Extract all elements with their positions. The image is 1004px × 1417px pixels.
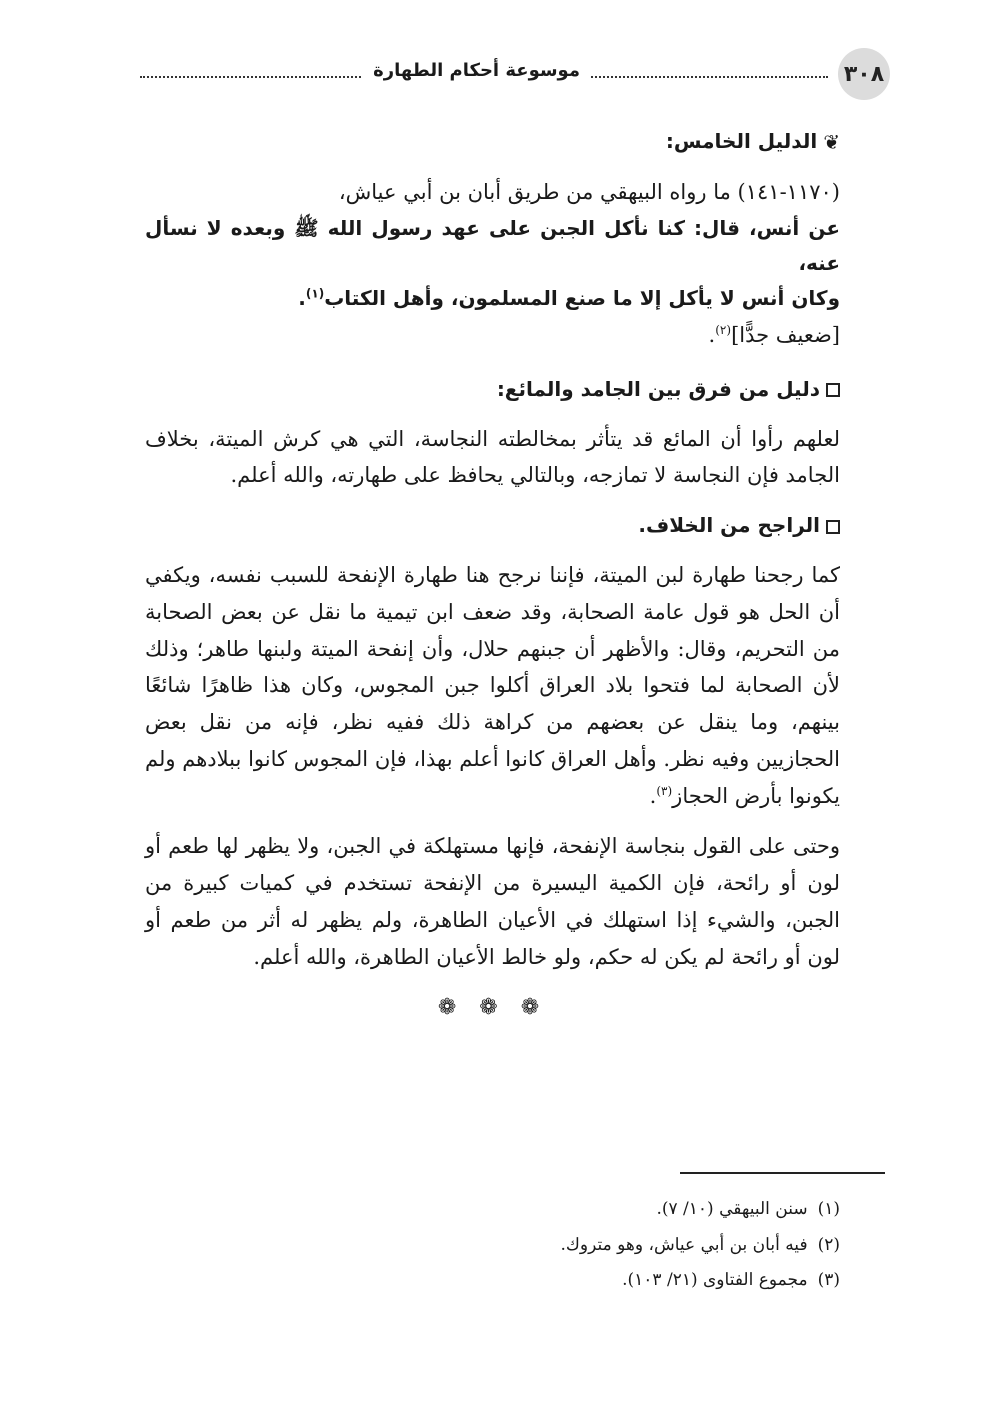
leaf-icon: ❦ <box>823 130 840 154</box>
footnote-item: (٣)مجموع الفتاوى (٢١/ ١٠٣). <box>622 1270 840 1291</box>
main-content <box>145 120 840 1028</box>
paragraph-solid-liquid: لعلهم رأوا أن المائع قد يتأثر بمخالطته النجاسة، التي هي كرش الميتة، بخلاف الجامد فإن النجاسة لا تمازجه، وبالتالي يحافظ على طهارته، والله أعلم. <box>145 426 840 488</box>
footnote-ref-2: (٢) <box>715 322 732 337</box>
book-title: موسوعة أحكام الطهارة <box>363 60 590 81</box>
footnote-divider <box>680 1172 885 1174</box>
footnote-item: (٢)فيه أبان بن أبي عياش، وهو متروك. <box>560 1234 840 1255</box>
hadith-text-line-1: عن أنس، قال: كنا نأكل الجبن على عهد رسول الله ﷺ وبعده لا نسأل عنه، <box>145 215 840 275</box>
hadith-text-line-2: وكان أنس لا يأكل إلا ما صنع المسلمون، وأهل الكتاب$^{(١)}$. <box>298 285 840 310</box>
paragraph-preferred-view-2: وحتى على القول بنجاسة الإنفحة، فإنها مستهلكة في الجبن، ولا يظهر لها طعم أو لون أو رائحة، فإن الكمية اليسيرة من الإنفحة تستخدم في كميات كبيرة من الجبن، والشيء إذا استهلك في الأعيان الطاهرة، ولم يظهر له أثر من طعم أو لون أو رائحة لم يكن له حكم، ولو خالط الأعيان الطاهرة، والله أعلم. <box>145 834 840 969</box>
footnotes <box>145 1192 840 1299</box>
section-heading-solid-liquid: دليل من فرق بين الجامد والمائع: <box>145 372 840 407</box>
page-number-badge: ٣٠٨ <box>838 48 890 100</box>
section-heading-fifth-evidence: ❦الدليل الخامس: <box>145 124 840 160</box>
footnote-ref-1: (١) <box>305 286 325 301</box>
square-bullet-icon <box>826 520 840 534</box>
page-header <box>140 48 890 100</box>
paragraph-preferred-view-1: كما رجحنا طهارة لبن الميتة، فإننا نرجح هنا طهارة الإنفحة للسبب نفسه، ويكفي أن الحل هو قول عامة الصحابة، وقد ضعف ابن تيمية ما نقل عن بعض الصحابة من التحريم، وقال: والأظهر أن جبنهم حلال، وأن إنفحة الميتة ولبنها طاهر؛ وذلك لأن الصحابة لما فتحوا بلاد العراق أكلوا جبن المجوس، وكان هذا ظاهرًا شائعًا بينهم، وما ينقل عن بعضهم من كراهة ذلك ففيه نظر، فإنه من نقل بعض الحجازيين وفيه نظر. وأهل العراق كانوا أعلم بهذا، فإن المجوس كانوا ببلادهم ولم يكونوا بأرض الحجاز$^{(٣)}$. <box>145 563 840 808</box>
footnote-item: (١)سنن البيهقي (١٠/ ٧). <box>656 1199 840 1219</box>
hadith-grade: [ضعيف جدًّا]$^{(٢)}$. <box>708 322 840 347</box>
section-heading-preferred-view: الراجح من الخلاف. <box>145 508 840 543</box>
hadith-intro: (١١٧٠-١٤١) ما رواه البيهقي من طريق أبان بن أبي عياش، <box>338 180 840 204</box>
square-bullet-icon <box>826 383 840 397</box>
footnote-ref-3: (٣) <box>656 783 673 798</box>
section-separator-ornament: ❁ ❁ ❁ <box>437 995 548 1021</box>
